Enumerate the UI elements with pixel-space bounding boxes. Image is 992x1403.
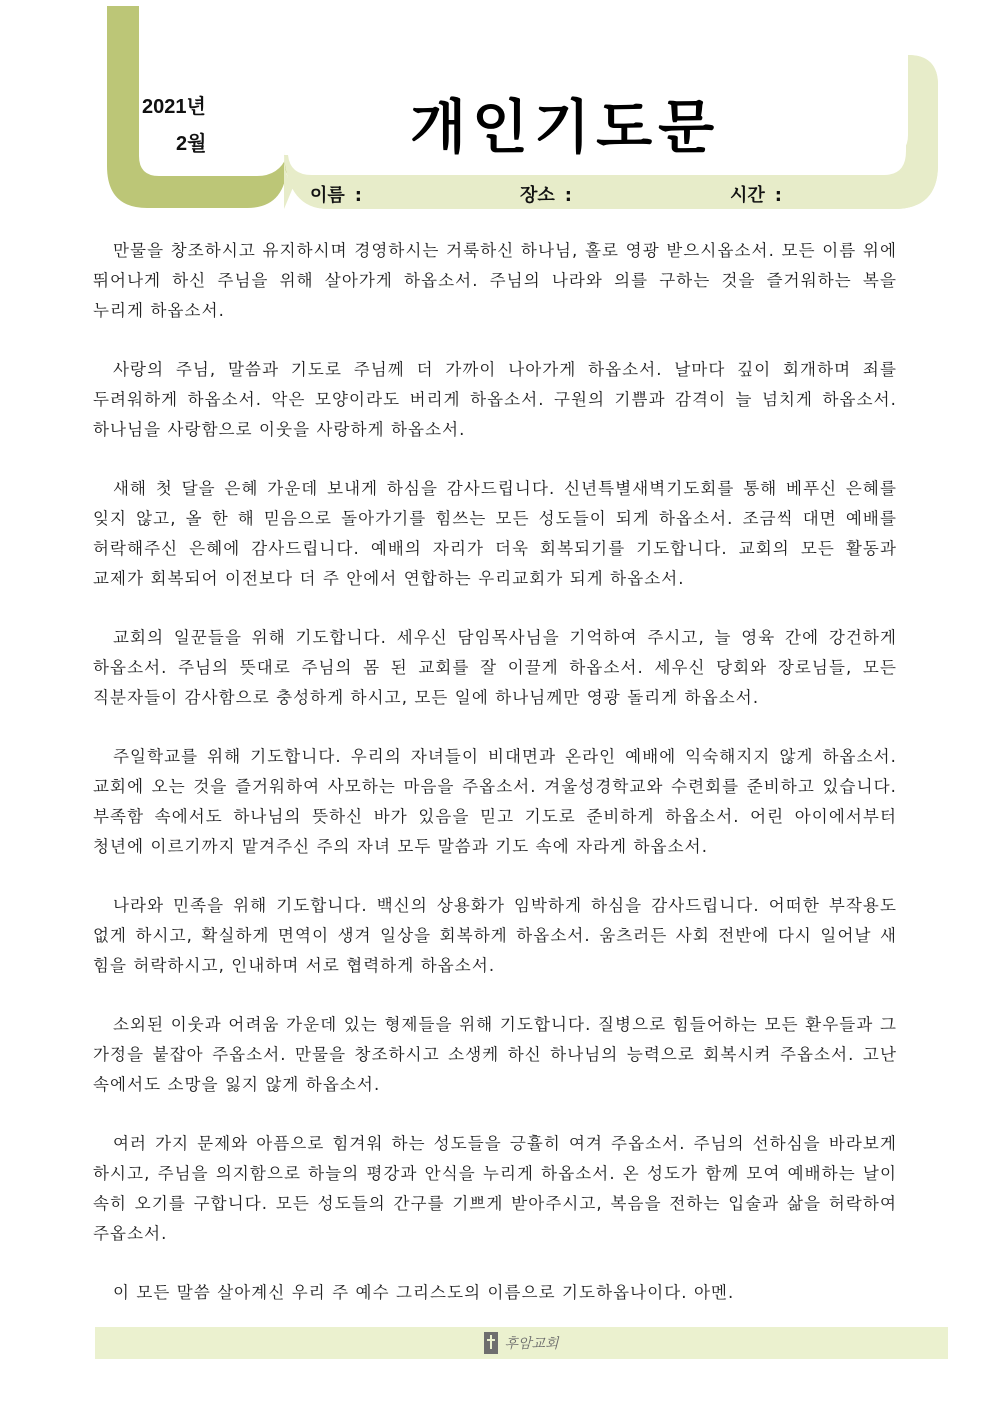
church-name: 후암교회 [504,1336,559,1352]
month-label: 2월 [176,133,207,155]
time-field[interactable] [730,181,782,207]
paragraph-closing: 이 모든 말씀 살아계신 우리 주 예수 그리스도의 이름으로 기도하옵나이다. 아멘. [113,1283,735,1302]
page-title: 개인기도문 [410,93,721,161]
time-field-colon: : [774,185,782,206]
time-field-label: 시간 [730,185,765,206]
prayer-body [93,236,897,1337]
paragraph-neighbors: 소외된 이웃과 어려움 가운데 있는 형제들을 위해 기도합니다. 질병으로 힘들어하는 모든 환우들과 그 가정을 붙잡아 주옵소서. 만물을 창조하시고 소생케 하신 하나님의 능력으로 회복시켜 주옵소서. 고난 속에서도 소망을 잃지 않게 하옵소서. [93,1015,897,1094]
paragraph-nation: 나라와 민족을 위해 기도합니다. 백신의 상용화가 임박하게 하심을 감사드립니다. 어떠한 부작용도 없게 하시고, 확실하게 면역이 생겨 일상을 회복하게 하옵소서. 움츠러든 사회 전반에 다시 일어날 새 힘을 허락하시고, 인내하며 서로 협력하게 하옵소서. [93,896,897,975]
footer-bar [95,1327,948,1359]
paragraph-praise: 만물을 창조하시고 유지하시며 경영하시는 거룩하신 하나님, 홀로 영광 받으시옵소서. 모든 이름 위에 뛰어나게 하신 주님을 위해 살아가게 하옵소서. 주님의 나라와 의를 구하는 것을 즐거워하는 복을 누리게 하옵소서. [93,241,897,320]
paragraph-sunday-school: 주일학교를 위해 기도합니다. 우리의 자녀들이 비대면과 온라인 예배에 익숙해지지 않게 하옵소서. 교회에 오는 것을 즐거워하여 사모하는 마음을 주옵소서. 겨울성경학교와 수련회를 준비하고 있습니다. 부족함 속에서도 하나님의 뜻하신 바가 있음을 믿고 기도로 준비하게 하옵소서. 어린 아이에서부터 청년에 이르기까지 맡겨주신 주의 자녀 모두 말씀과 기도 속에 자라게 하옵소서. [93,747,897,856]
place-field-label: 장소 [520,185,555,206]
paragraph-repentance: 사랑의 주님, 말씀과 기도로 주님께 더 가까이 나아가게 하옵소서. 날마다 깊이 회개하며 죄를 두려워하게 하옵소서. 악은 모양이라도 버리게 하옵소서. 구원의 기쁨과 감격이 늘 넘치게 하옵소서. 하나님을 사랑함으로 이웃을 사랑하게 하옵소서. [93,360,897,439]
paragraph-saints: 여러 가지 문제와 아픔으로 힘겨워 하는 성도들을 긍휼히 여겨 주옵소서. 주님의 선하심을 바라보게 하시고, 주님을 의지함으로 하늘의 평강과 안식을 누리게 하옵소서. 온 성도가 함께 모여 예배하는 날이 속히 오기를 구합니다. 모든 성도들의 간구를 기쁘게 받아주시고, 복음을 전하는 입술과 삶을 허락하여 주옵소서. [93,1134,897,1243]
paragraph-church-workers: 교회의 일꾼들을 위해 기도합니다. 세우신 담임목사님을 기억하여 주시고, 늘 영육 간에 강건하게 하옵소서. 주님의 뜻대로 주님의 몸 된 교회를 잘 이끌게 하옵소서. 세우신 당회와 장로님들, 모든 직분자들이 감사함으로 충성하게 하시고, 모든 일에 하나님께만 영광 돌리게 하옵소서. [93,628,897,707]
name-field[interactable] [310,181,362,207]
church-logo [484,1332,558,1354]
year-label: 2021년 [142,96,206,118]
paragraph-thanksgiving: 새해 첫 달을 은혜 가운데 보내게 하심을 감사드립니다. 신년특별새벽기도회를 통해 베푸신 은혜를 잊지 않고, 올 한 해 믿음으로 돌아가기를 힘쓰는 모든 성도들이 되게 하옵소서. 조금씩 대면 예배를 허락해주신 은혜에 감사드립니다. 예배의 자리가 더욱 회복되기를 기도합니다. 교회의 모든 활동과 교제가 회복되어 이전보다 더 주 안에서 연합하는 우리교회가 되게 하옵소서. [93,479,897,588]
name-field-label: 이름 [310,185,345,206]
place-field[interactable] [520,181,572,207]
cross-book-icon [484,1332,498,1354]
place-field-colon: : [564,185,572,206]
name-field-colon: : [354,185,362,206]
